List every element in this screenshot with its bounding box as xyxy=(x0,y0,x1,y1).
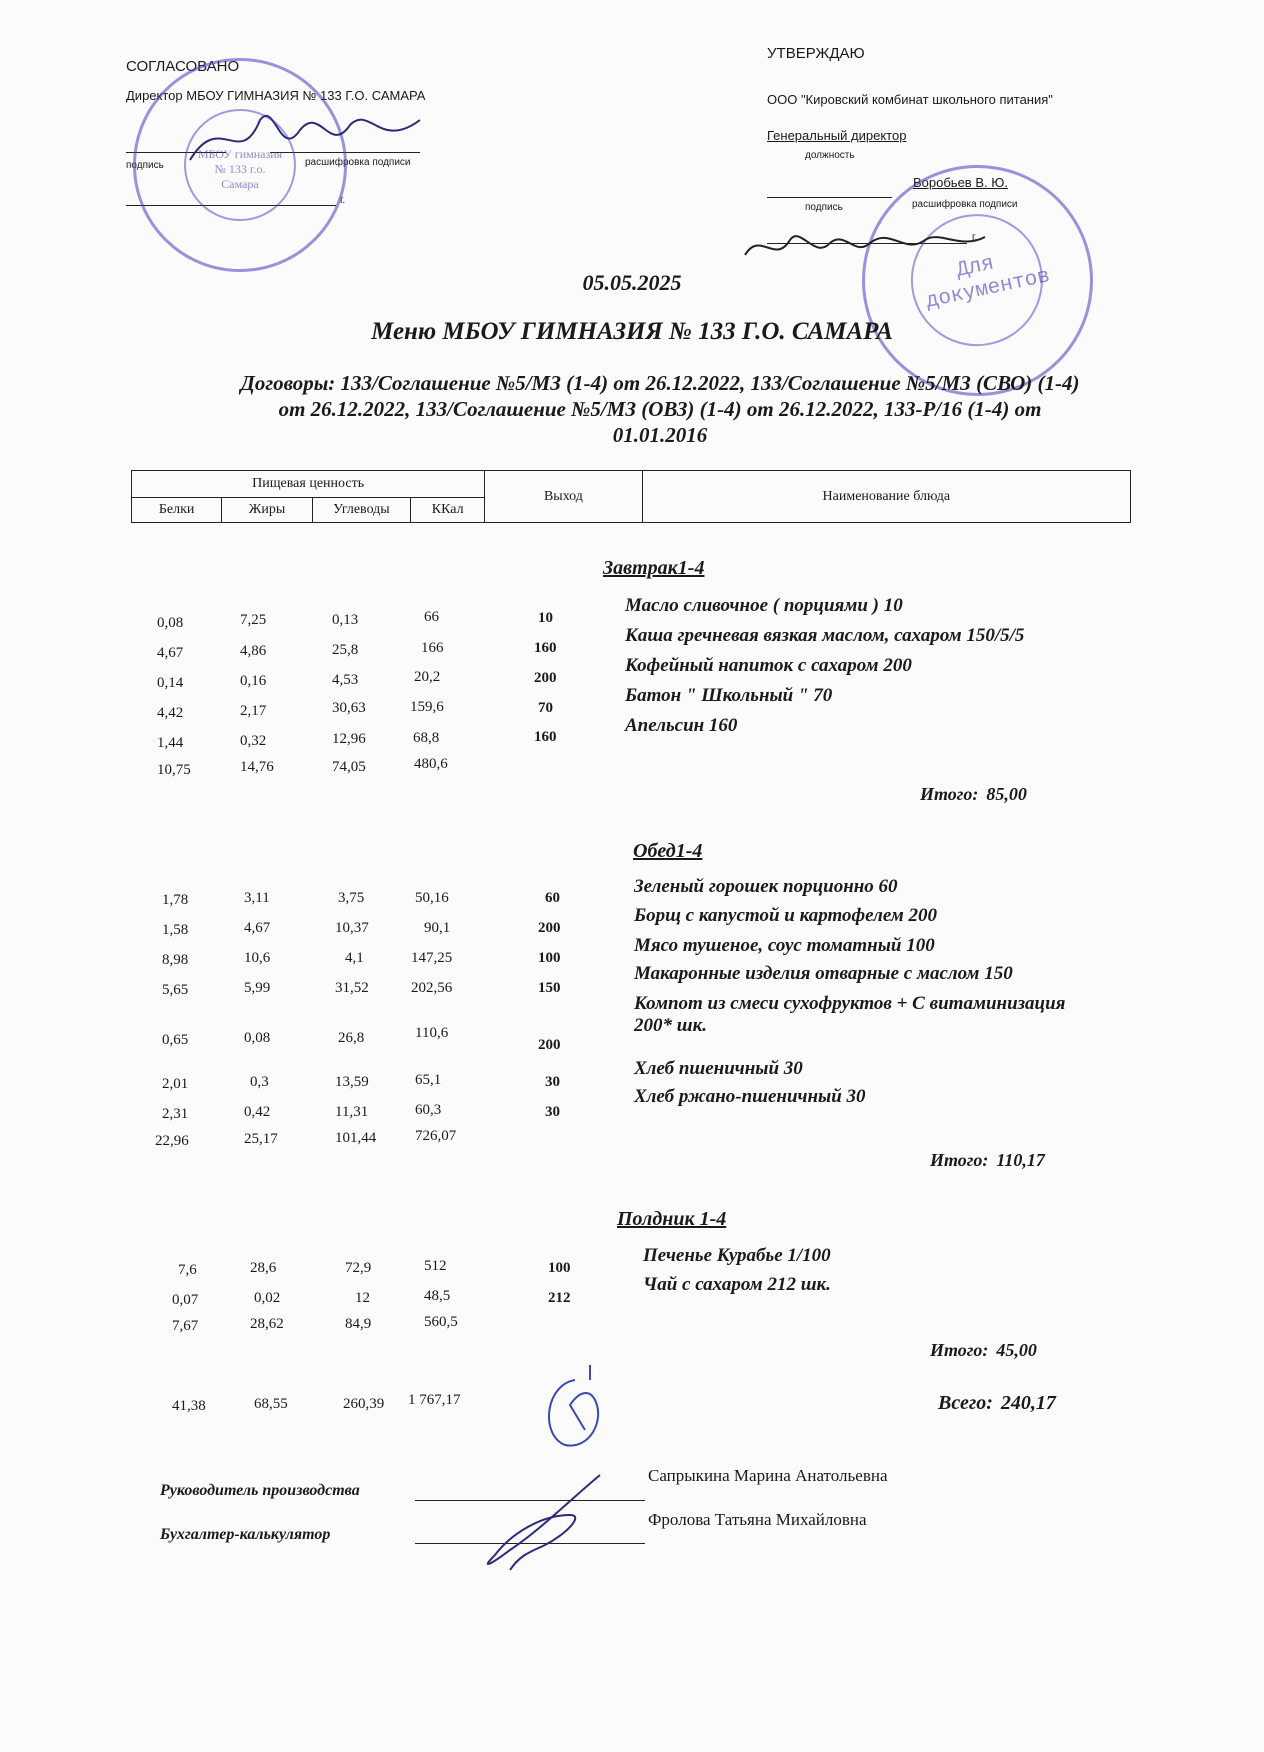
cell-dish: Каша гречневая вязкая маслом, сахаром 150/5/5 xyxy=(625,625,1025,646)
cell-fats: 28,6 xyxy=(250,1260,277,1276)
cell-proteins: 4,42 xyxy=(157,705,184,721)
cell-fats: 0,3 xyxy=(250,1074,269,1090)
cell-dish: Макаронные изделия отварные с маслом 150 xyxy=(634,963,1013,984)
company-stamp-text: Для документов xyxy=(924,252,1053,314)
cell-output: 100 xyxy=(538,950,561,966)
sum-proteins: 7,67 xyxy=(172,1318,199,1334)
section-title-snack: Полдник 1-4 xyxy=(617,1208,727,1230)
cell-proteins: 5,65 xyxy=(162,982,189,998)
header-nutrition: Пищевая ценность xyxy=(132,471,485,498)
cell-carbs: 4,1 xyxy=(345,950,364,966)
cell-carbs: 31,52 xyxy=(335,980,369,996)
accountant-signature xyxy=(450,1470,610,1580)
cell-carbs: 11,31 xyxy=(335,1104,369,1120)
approval-right-signer: Воробьев В. Ю. xyxy=(913,175,1008,190)
handwritten-mark xyxy=(535,1360,625,1455)
cell-output: 200 xyxy=(538,920,561,936)
cell-carbs: 4,53 xyxy=(332,672,359,688)
cell-dish: Хлеб ржано-пшеничный 30 xyxy=(634,1086,866,1107)
cell-kcal: 147,25 xyxy=(411,950,453,966)
cell-proteins: 8,98 xyxy=(162,952,189,968)
approval-right-heading: УТВЕРЖДАЮ xyxy=(767,45,865,62)
cell-output: 100 xyxy=(548,1260,571,1276)
cell-proteins: 4,67 xyxy=(157,645,184,661)
header-carbs: Углеводы xyxy=(312,498,410,523)
ceo-signature xyxy=(740,225,990,275)
cell-carbs: 10,37 xyxy=(335,920,369,936)
sum-fats: 14,76 xyxy=(240,759,274,775)
sum-proteins: 10,75 xyxy=(157,762,191,778)
cell-dish: Батон " Школьный " 70 xyxy=(625,685,833,706)
cell-fats: 7,25 xyxy=(240,612,267,628)
cell-kcal: 202,56 xyxy=(411,980,453,996)
cell-carbs: 25,8 xyxy=(332,642,359,658)
sum-kcal: 726,07 xyxy=(415,1128,457,1144)
cell-output: 200 xyxy=(538,1037,561,1053)
cell-output: 30 xyxy=(545,1104,560,1120)
school-stamp-text: МБОУ гимназия № 133 г.о. Самара xyxy=(197,147,283,191)
approval-left-decode-caption: расшифровка подписи xyxy=(305,157,411,168)
cell-kcal: 90,1 xyxy=(424,920,451,936)
approval-left-heading: СОГЛАСОВАНО xyxy=(126,58,240,75)
cell-proteins: 7,6 xyxy=(178,1262,197,1278)
grand-carbs: 260,39 xyxy=(343,1396,385,1412)
cell-dish: Компот из смеси сухофруктов + С витаминизация 200* шк. xyxy=(634,993,1066,1036)
cell-kcal: 48,5 xyxy=(424,1288,451,1304)
total-snack: Итого: 45,00 xyxy=(930,1340,1037,1360)
header-fats: Жиры xyxy=(222,498,312,523)
cell-kcal: 60,3 xyxy=(415,1102,442,1118)
total-breakfast: Итого: 85,00 xyxy=(920,784,1027,804)
cell-kcal: 65,1 xyxy=(415,1072,442,1088)
cell-fats: 3,11 xyxy=(244,890,270,906)
cell-kcal: 166 xyxy=(421,640,444,656)
approval-right-sign-caption: подпись xyxy=(805,202,843,213)
page-title: Меню МБОУ ГИМНАЗИЯ № 133 Г.О. САМАРА xyxy=(371,318,893,345)
sum-carbs: 74,05 xyxy=(332,759,366,775)
approval-right-year: г. xyxy=(972,232,978,243)
cell-kcal: 68,8 xyxy=(413,730,440,746)
signature-role: Руководитель производства xyxy=(160,1482,360,1499)
cell-output: 150 xyxy=(538,980,561,996)
cell-carbs: 26,8 xyxy=(338,1030,365,1046)
header-dish-name: Наименование блюда xyxy=(642,471,1130,523)
menu-date: 05.05.2025 xyxy=(582,270,682,295)
cell-output: 200 xyxy=(534,670,557,686)
cell-proteins: 2,01 xyxy=(162,1076,189,1092)
cell-carbs: 72,9 xyxy=(345,1260,372,1276)
cell-output: 212 xyxy=(548,1290,571,1306)
cell-fats: 10,6 xyxy=(244,950,271,966)
sum-carbs: 84,9 xyxy=(345,1316,372,1332)
cell-fats: 5,99 xyxy=(244,980,271,996)
cell-proteins: 1,78 xyxy=(162,892,189,908)
section-title-lunch: Обед1-4 xyxy=(633,840,703,862)
cell-output: 70 xyxy=(538,700,553,716)
cell-proteins: 0,14 xyxy=(157,675,184,691)
approval-right-position: Генеральный директор xyxy=(767,128,907,143)
menu-table-header xyxy=(131,470,1131,523)
cell-dish: Масло сливочное ( порциями ) 10 xyxy=(625,595,903,616)
cell-proteins: 2,31 xyxy=(162,1106,189,1122)
sum-carbs: 101,44 xyxy=(335,1130,377,1146)
grand-fats: 68,55 xyxy=(254,1396,288,1412)
header-proteins: Белки xyxy=(132,498,222,523)
cell-proteins: 0,07 xyxy=(172,1292,199,1308)
cell-fats: 4,86 xyxy=(240,643,267,659)
cell-carbs: 3,75 xyxy=(338,890,365,906)
director-signature xyxy=(180,100,440,180)
cell-output: 30 xyxy=(545,1074,560,1090)
cell-dish: Апельсин 160 xyxy=(625,715,738,736)
approval-left-year: г. xyxy=(340,195,346,206)
header-output: Выход xyxy=(485,471,642,523)
cell-dish: Печенье Курабье 1/100 xyxy=(643,1245,831,1266)
contracts: Договоры: 133/Соглашение №5/МЗ (1-4) от 26.12.2022, 133/Соглашение №5/МЗ (СВО) (1-4) от 26.12.2022, 133/Соглашение №5/МЗ (ОВЗ) (1-4) от 26.12.2022, 133-Р/16 (1-4) от 01.01.2016 xyxy=(240,371,1080,447)
cell-dish: Хлеб пшеничный 30 xyxy=(634,1058,803,1079)
cell-kcal: 50,16 xyxy=(415,890,449,906)
cell-dish: Борщ с капустой и картофелем 200 xyxy=(634,905,938,926)
cell-kcal: 159,6 xyxy=(410,699,444,715)
cell-output: 160 xyxy=(534,729,557,745)
cell-fats: 0,08 xyxy=(244,1030,271,1046)
cell-proteins: 1,44 xyxy=(157,735,184,751)
sum-fats: 28,62 xyxy=(250,1316,284,1332)
cell-output: 10 xyxy=(538,610,553,626)
cell-dish: Кофейный напиток с сахаром 200 xyxy=(625,655,912,676)
cell-proteins: 1,58 xyxy=(162,922,189,938)
approval-right-decode-caption: расшифровка подписи xyxy=(912,199,1018,210)
header-kcal: ККал xyxy=(411,498,485,523)
cell-dish: Зеленый горошек порционно 60 xyxy=(634,876,898,897)
approval-right-position-caption: должность xyxy=(805,150,855,161)
cell-fats: 0,42 xyxy=(244,1104,271,1120)
cell-kcal: 110,6 xyxy=(415,1025,449,1041)
cell-carbs: 13,59 xyxy=(335,1074,369,1090)
grand-proteins: 41,38 xyxy=(172,1398,206,1414)
grand-kcal: 1 767,17 xyxy=(408,1392,461,1408)
cell-carbs: 12 xyxy=(355,1290,370,1306)
sum-kcal: 480,6 xyxy=(414,756,448,772)
cell-output: 160 xyxy=(534,640,557,656)
signature-role: Бухгалтер-калькулятор xyxy=(160,1526,331,1543)
cell-carbs: 30,63 xyxy=(332,700,366,716)
sum-fats: 25,17 xyxy=(244,1131,278,1147)
grand-total: Всего: 240,17 xyxy=(938,1392,1056,1414)
approval-left-position: Директор МБОУ ГИМНАЗИЯ № 133 Г.О. САМАРА xyxy=(126,88,426,103)
cell-carbs: 12,96 xyxy=(332,731,366,747)
total-lunch: Итого: 110,17 xyxy=(930,1150,1045,1170)
cell-fats: 2,17 xyxy=(240,703,267,719)
sum-kcal: 560,5 xyxy=(424,1314,458,1330)
cell-fats: 0,02 xyxy=(254,1290,281,1306)
cell-kcal: 66 xyxy=(424,609,439,625)
approval-left-sign-caption: подпись xyxy=(126,160,164,171)
cell-proteins: 0,08 xyxy=(157,615,184,631)
sum-proteins: 22,96 xyxy=(155,1133,189,1149)
cell-fats: 4,67 xyxy=(244,920,271,936)
signature-name: Сапрыкина Марина Анатольевна xyxy=(648,1466,888,1485)
cell-dish: Мясо тушеное, соус томатный 100 xyxy=(634,935,935,956)
approval-right-org: ООО "Кировский комбинат школьного питания" xyxy=(767,92,1053,107)
cell-fats: 0,32 xyxy=(240,733,267,749)
signature-name: Фролова Татьяна Михайловна xyxy=(648,1510,867,1529)
cell-fats: 0,16 xyxy=(240,673,267,689)
cell-dish: Чай с сахаром 212 шк. xyxy=(643,1274,831,1295)
cell-kcal: 20,2 xyxy=(414,669,441,685)
cell-output: 60 xyxy=(545,890,560,906)
cell-proteins: 0,65 xyxy=(162,1032,189,1048)
cell-carbs: 0,13 xyxy=(332,612,359,628)
cell-kcal: 512 xyxy=(424,1258,447,1274)
section-title-breakfast: Завтрак1-4 xyxy=(603,557,705,579)
